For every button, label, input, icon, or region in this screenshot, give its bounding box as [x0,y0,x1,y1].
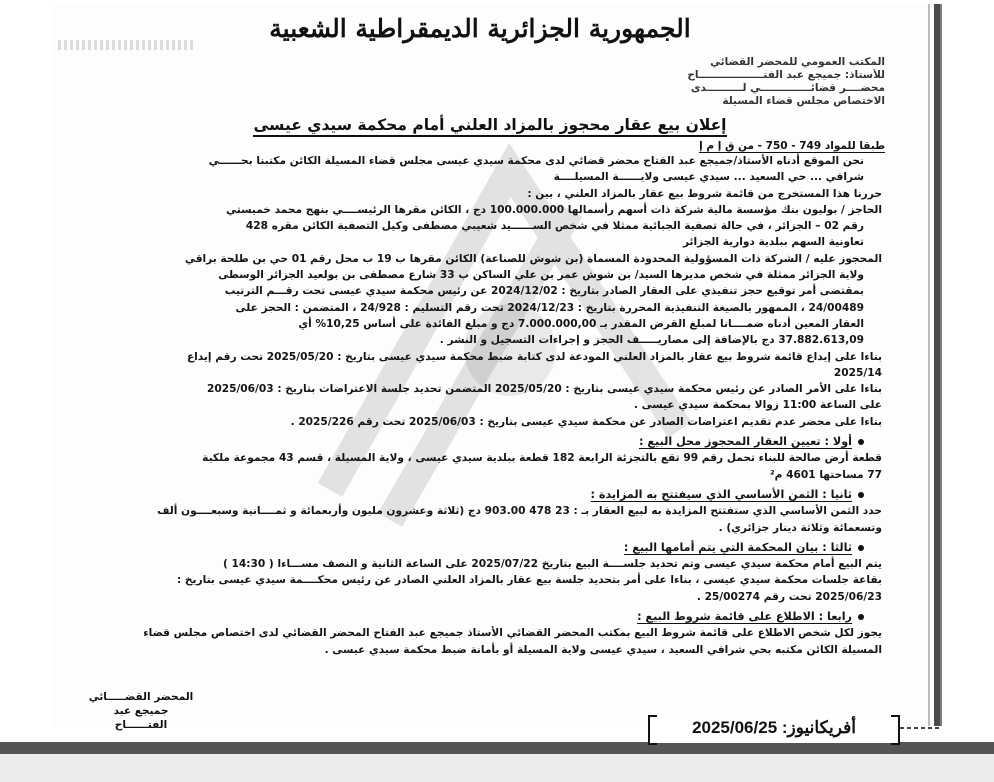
section-heading-1 [62,434,882,449]
price-line-2: وتسعمائة وثلاثة دينار جزائري) . [718,521,882,534]
section-2-text: ثانيا : الثمن الأساسي الذي سيفتتح به المزايدة : [590,487,852,501]
creditor-line-3: تعاونية السهم ببلدية دوارية الجزائر [682,236,864,249]
section-4-text: رابعا : الاطلاع على قائمة شروط البيع : [637,610,852,624]
source-date-label [648,713,900,743]
footer-dashed-line [900,727,940,729]
property-line-2: 77 مساحتها 4601 م² [770,468,882,481]
review-line-2: المسيلة الكائن مكتبه بحي شرافي السعيد ، سيدي عيسى ولاية المسيلة أو بأمانة ضبط محكمة سيدي عيسى . [324,643,882,656]
office-line-4: الاختصاص مجلس قضاء المسيلة [722,95,885,107]
faded-header-mark [58,40,193,50]
source-name: أفريكانيوز: [781,718,856,737]
bullet-icon [858,614,864,620]
order-line-4: 37.882.613,09 دج بالإضافة إلى مصاريـــــف الحجز و إجراءات التسجيل و النشر . [439,334,864,347]
section-heading-4 [62,609,882,624]
signature-name: جميجع عبد الفتــــــاح [113,705,169,731]
creditor-line-2: رقم 02 – الجزائر ، في حالة تصفية الجبائية ممثلا في شخص الســــــيد شعيبي مصطفى وكيل التصفية الكائن مقره 428 [245,220,864,233]
intro-line-2: شرافي ... حي السعيد ... سيدي عيسى ولايــــــة المسيلــــة [553,171,864,184]
section-heading-2 [62,487,882,502]
bullet-icon [858,492,864,498]
signature-role: المحضر القضـــــائي [88,691,194,703]
announcement-title [140,116,840,140]
court-line-1: يتم البيع أمام محكمة سيدي عيسى وتم تحديد جلســــة البيع بتاريخ 2025/07/22 على الساعة الثانية و النصف مســـاءا ( 14:30 ) [222,558,882,571]
legal-reference [600,140,885,152]
creditor-line-1: الحاجز / بوليون بنك مؤسسة مالية شركة ذات أسهم رأسمالها 100.000.000 دج ، الكائن مقرها الرئيســــي بنهج محمد خميستي [226,203,882,216]
announcement-title-text: إعلان بيع عقار محجوز بالمزاد العلني أمام محكمة سيدي عيسى [253,116,726,137]
announcement-body [62,154,882,659]
intro-line-1: نحن الموقع أدناه الأستاذ/جميجع عبد الفتاح محضر قضائي لدى محكمة سيدي عيسى مجلس قضاء المسيلة الكائن مكتبنا بحــــــي [208,155,864,167]
scan-bottom-band [0,742,994,754]
order-line-3: العقار المعين أدناه ضمــــانا لمبلغ القرض المقدر بـ 7.000.000,00 دج و مبلغ الفائدة على أساس 10,25% أي [298,317,864,330]
debtor-line-1: المحجوز عليه / الشركة ذات المسؤولية المحدودة المسماة (بن شوش للصناعة) الكائن مقرها ب 19 ب محل رقم 01 حي بن طلحة براقي [184,252,882,265]
objection-line-1: بناءا على محضر عدم تقديم اعتراضات الصادر عن محكمة سيدي عيسى بتاريخ : 2025/06/03 تحت رقم 2025/226 . [290,415,882,428]
legal-reference-text: طبقا للمواد 749 - 750 - من ق إ م إ [699,140,885,152]
bullet-icon [858,545,864,551]
review-line-1: يجوز لكل شخص الاطلاع على قائمة شروط البيع بمكتب المحضر القضائي الأستاذ جميجع عبد الفتاح المحضر القضائي لدى اختصاص مجلس قضاء [143,627,882,640]
office-line-2: للأستاذ: جميجع عبد الفتــــــــــــــــــاح [687,69,885,81]
section-1-text: أولا : تعيين العقار المحجوز محل البيع : [639,435,852,449]
debtor-line-2: ولاية الجزائر ممثلة في شخص مديرها السيد/ بن شوش عمر بن علي الساكن ب 33 شارع مصطفى بن بولعيد الجزائر الوسطى [218,269,864,282]
court-line-3: 2025/06/23 تحت رقم 25/00274 . [696,590,882,603]
deposit-line-1: بناءا على إيداع قائمة شروط بيع عقار بالمزاد العلني المودعة لدى كتابة ضبط محكمة سيدي عيسى بتاريخ : 2025/05/20 تحت رقم إيداع [186,350,882,363]
hearing-line-1: بناءا على الأمر الصادر عن رئيس محكمة سيدي عيسى بتاريخ : 2025/05/20 المتضمن تحديد جلسة الاعتراضات بتاريخ : 2025/06/03 [206,383,882,396]
price-line-1: حدد الثمن الأساسي الذي ستفتتح المزايدة به لبيع العقار بـ : 23 478 903.00 دج (ثلاثة وعشرون مليون وأربعمائة و ثمــــانية وسبعــــون ألف [157,505,882,518]
office-line-3: محضــــر قضائــــــــــــــي لــــــــــدى [690,82,885,94]
signature-block [86,690,196,732]
office-line-1: المكتب العمومي للمحضر القضائي [710,56,885,68]
order-line-2: 24/00489 ، الممهور بالصيغة التنفيذية المحررة بتاريخ : 2024/12/23 تحت رقم التسليم : 24/928 ، المتضمن : الحجز على [235,301,864,314]
republic-heading: الجمهورية الجزائرية الديمقراطية الشعبية [269,14,691,43]
property-line-1: قطعة أرض صالحة للبناء تحمل رقم 99 تقع بالتجزئة الرابعة 182 قطعة ببلدية سيدي عيسى ، ولاية المسيلة ، قسم 43 مجموعة ملكية [202,452,882,465]
hearing-line-2: على الساعة 11:00 زوالا بمحكمة سيدي عيسى . [633,399,882,412]
intro-line-3: حررنا هذا المستخرج من قائمة شروط بيع عقار بالمزاد العلني ، بين : [527,187,882,200]
publish-date: 2025/06/25 [692,718,778,737]
section-heading-3 [62,540,882,555]
office-info [560,56,885,108]
section-3-text: ثالثا : بيان المحكمة التي يتم أمامها البيع : [623,540,852,554]
bullet-icon [858,439,864,445]
order-line-1: بمقتضى أمر توقيع حجز تنفيذي على العقار الصادر بتاريخ : 2024/12/02 عن رئيس محكمة سيدي عيسى تحت رقـــم الترتيب [224,285,864,298]
scan-bottom-strip [0,754,994,782]
court-line-2: بقاعة جلسات محكمة سيدي عيسى ، بناءا على أمر بتحديد جلسة بيع عقار بالمزاد العلني الصادر عن رئيس محكــــمة سيدي عيسى بتاريخ : [176,574,882,587]
deposit-line-2: 2025/14 [833,366,882,379]
